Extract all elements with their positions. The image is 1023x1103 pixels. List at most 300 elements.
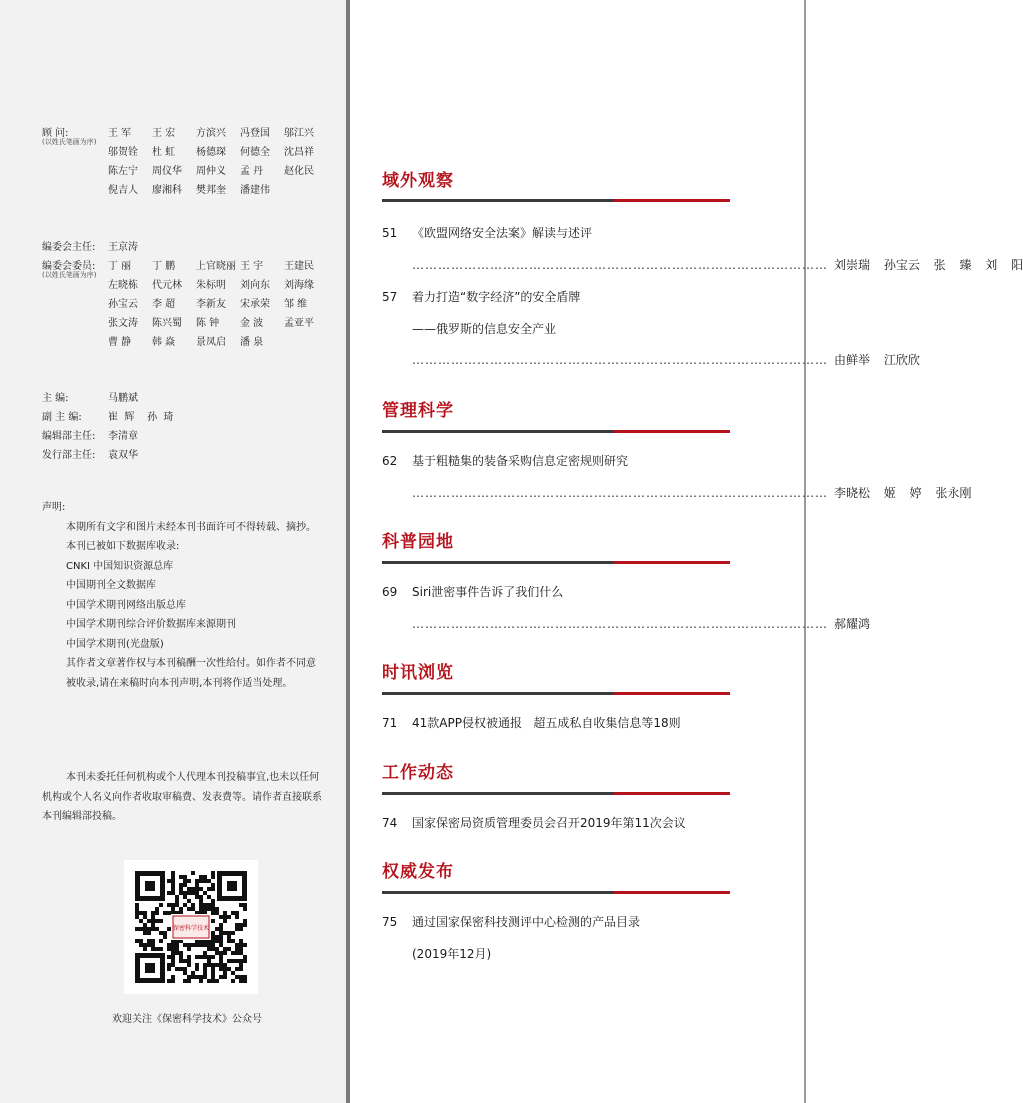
qr-module — [175, 947, 179, 951]
qr-module — [219, 939, 223, 943]
qr-module — [215, 927, 219, 931]
qr-module — [199, 955, 203, 959]
qr-module — [203, 951, 207, 955]
page-divider — [346, 0, 350, 1103]
toc-authors: 郝耀鸿 — [834, 617, 871, 631]
qr-module — [243, 979, 247, 983]
qr-module — [167, 927, 171, 931]
qr-module — [215, 939, 219, 943]
toc-article-title: 着力打造“数字经济”的安全盾牌 — [412, 290, 581, 304]
toc-page-number: 75 — [382, 915, 398, 929]
qr-module — [199, 899, 203, 903]
qr-module — [175, 967, 179, 971]
qr-module — [167, 903, 171, 907]
board-row — [108, 276, 328, 295]
qr-code[interactable] — [124, 860, 258, 994]
qr-module — [167, 979, 171, 983]
qr-module — [135, 939, 139, 943]
qr-module — [171, 875, 175, 879]
database-item: 中国学术期刊网络出版总库 — [66, 599, 186, 611]
qr-module — [179, 883, 183, 887]
board-member-name: 代元林 — [152, 280, 182, 291]
qr-module — [183, 883, 187, 887]
qr-module — [191, 871, 195, 875]
leader-dots: …………………………………………………………………………………… — [412, 486, 828, 500]
qr-module — [203, 975, 207, 979]
board-member-name: 曹 静 — [108, 337, 132, 348]
qr-module — [223, 971, 227, 975]
qr-module — [171, 951, 175, 955]
qr-caption: 欢迎关注《保密科学技术》公众号 — [112, 1014, 262, 1025]
qr-module — [239, 951, 243, 955]
board-member-name: 景凤启 — [196, 337, 226, 348]
board-member-name: 丁 丽 — [108, 261, 132, 272]
qr-module — [215, 951, 219, 955]
advisor-name: 孟 丹 — [240, 166, 264, 177]
qr-module — [215, 963, 219, 967]
qr-module — [203, 955, 207, 959]
editorial-director-label: 编辑部主任: — [42, 431, 96, 442]
toc-authors: 李晓松 姬 婷 张永刚 — [834, 486, 972, 500]
qr-module — [203, 943, 207, 947]
toc-page-number: 62 — [382, 454, 398, 468]
qr-module — [199, 907, 203, 911]
advisors-block — [42, 124, 328, 200]
qr-module — [219, 923, 223, 927]
qr-module — [151, 947, 155, 951]
notice-paragraph: 本刊未委托任何机构或个人代理本刊投稿事宜,也未以任何机构或个人名义向作者收取审稿费、发表费等。请作者直接联系本刊编辑部投稿。 — [42, 772, 322, 822]
qr-module — [151, 927, 155, 931]
qr-module — [151, 911, 155, 915]
board-member-name: 韩 焱 — [152, 337, 176, 348]
toc-article-subtitle: (2019年12月) — [412, 947, 492, 961]
qr-module — [207, 943, 211, 947]
qr-module — [179, 887, 183, 891]
qr-module — [167, 879, 171, 883]
qr-module — [199, 943, 203, 947]
qr-module — [203, 967, 207, 971]
section-title-release: 权威发布 — [382, 862, 454, 882]
qr-module — [223, 947, 227, 951]
qr-module — [211, 935, 215, 939]
board-member-name: 宋承荣 — [240, 299, 270, 310]
qr-module — [159, 947, 163, 951]
qr-module — [163, 931, 167, 935]
qr-module — [239, 947, 243, 951]
toc-entry[interactable] — [382, 714, 730, 731]
qr-module — [187, 947, 191, 951]
board-member-name: 王 宇 — [240, 261, 264, 272]
qr-module — [235, 951, 239, 955]
qr-module — [227, 931, 231, 935]
qr-module — [211, 887, 215, 891]
qr-module — [199, 875, 203, 879]
board-member-name: 孟亚平 — [284, 318, 314, 329]
database-item: 中国期刊全文数据库 — [66, 580, 156, 591]
qr-module — [135, 915, 139, 919]
qr-module — [191, 903, 195, 907]
board-member-name: 邹 维 — [284, 299, 308, 310]
qr-module — [211, 871, 215, 875]
qr-module — [211, 979, 215, 983]
qr-module — [187, 907, 191, 911]
qr-module — [179, 907, 183, 911]
qr-module — [239, 959, 243, 963]
qr-module — [243, 959, 247, 963]
qr-module — [191, 943, 195, 947]
qr-module — [195, 887, 199, 891]
qr-module — [139, 911, 143, 915]
qr-module — [135, 903, 139, 907]
qr-module — [179, 875, 183, 879]
qr-module — [223, 919, 227, 923]
qr-module — [195, 955, 199, 959]
qr-module — [215, 911, 219, 915]
qr-module — [219, 951, 223, 955]
qr-module — [175, 899, 179, 903]
toc-authors: 由鲜举 江欣欣 — [834, 353, 920, 367]
notice-paragraph: 本刊已被如下数据库收录: — [66, 541, 180, 552]
toc-authors: 刘崇瑞 孙宝云 张 臻 刘 阳 — [834, 258, 1023, 272]
qr-module — [227, 939, 231, 943]
toc-article-title: 基于粗糙集的装备采购信息定密规则研究 — [412, 454, 629, 468]
qr-module — [219, 959, 223, 963]
qr-module — [171, 959, 175, 963]
qr-module — [243, 923, 247, 927]
toc-entry[interactable] — [382, 583, 730, 600]
qr-module — [231, 939, 235, 943]
qr-module — [223, 915, 227, 919]
qr-module — [211, 919, 215, 923]
board-member-name: 金 波 — [240, 318, 264, 329]
qr-module — [183, 875, 187, 879]
qr-module — [171, 979, 175, 983]
qr-module — [239, 927, 243, 931]
qr-module — [239, 923, 243, 927]
chief-editor-name: 马鹏斌 — [108, 393, 138, 404]
section-rule — [382, 792, 730, 795]
qr-module — [231, 951, 235, 955]
qr-module — [143, 943, 147, 947]
qr-module — [143, 915, 147, 919]
qr-module — [239, 963, 243, 967]
qr-module — [155, 911, 159, 915]
qr-module — [179, 951, 183, 955]
qr-module — [231, 911, 235, 915]
qr-module — [171, 891, 175, 895]
board-member-name: 陈兴蜀 — [152, 318, 182, 329]
qr-module — [235, 911, 239, 915]
qr-module — [159, 939, 163, 943]
qr-module — [187, 963, 191, 967]
qr-module — [139, 939, 143, 943]
qr-module — [203, 875, 207, 879]
qr-module — [223, 951, 227, 955]
advisor-name: 王 军 — [108, 128, 132, 139]
database-item: 中国学术期刊(光盘版) — [66, 638, 164, 650]
toc-page-number: 69 — [382, 585, 398, 599]
qr-module — [207, 979, 211, 983]
submission-notice — [42, 768, 324, 827]
qr-module — [207, 947, 211, 951]
qr-module — [243, 907, 247, 911]
qr-module — [223, 963, 227, 967]
section-title-news: 时讯浏览 — [382, 663, 454, 683]
qr-module — [195, 879, 199, 883]
qr-module — [195, 967, 199, 971]
qr-module — [195, 943, 199, 947]
qr-module — [243, 903, 247, 907]
qr-module — [211, 975, 215, 979]
qr-module — [155, 927, 159, 931]
toc-page-number: 71 — [382, 716, 398, 730]
qr-module — [219, 935, 223, 939]
board-chair-label: 编委会主任: — [42, 242, 96, 253]
advisor-name: 樊邦奎 — [196, 185, 226, 196]
qr-module — [135, 907, 139, 911]
qr-module — [199, 975, 203, 979]
qr-module — [207, 907, 211, 911]
board-member-name: 丁 鹏 — [152, 261, 176, 272]
qr-module — [167, 963, 171, 967]
qr-module — [211, 955, 215, 959]
qr-module — [203, 971, 207, 975]
qr-module — [183, 943, 187, 947]
qr-module — [195, 963, 199, 967]
notice-heading: 声明: — [42, 502, 66, 513]
qr-module — [235, 927, 239, 931]
qr-module — [207, 959, 211, 963]
qr-module — [203, 963, 207, 967]
qr-module — [171, 955, 175, 959]
qr-module — [219, 967, 223, 971]
qr-module — [175, 943, 179, 947]
advisors-row — [108, 181, 284, 200]
qr-module — [239, 979, 243, 983]
toc-page-number: 74 — [382, 816, 398, 830]
qr-module — [171, 903, 175, 907]
qr-module — [183, 979, 187, 983]
qr-module — [171, 879, 175, 883]
qr-module — [147, 931, 151, 935]
toc-article-subtitle: ——俄罗斯的信息安全产业 — [412, 322, 557, 336]
toc-authors-line — [412, 615, 871, 632]
section-rule — [382, 430, 730, 433]
qr-module — [235, 923, 239, 927]
toc-authors-line — [412, 351, 920, 368]
qr-module — [239, 939, 243, 943]
qr-module — [147, 943, 151, 947]
board-member-name: 刘向东 — [240, 280, 270, 291]
advisors-label: 顾 问: — [42, 128, 69, 139]
advisor-name: 沈昌祥 — [284, 147, 314, 158]
advisor-name: 陈左宁 — [108, 166, 138, 177]
qr-module — [207, 903, 211, 907]
qr-module — [135, 927, 139, 931]
qr-module — [159, 931, 163, 935]
section-rule — [382, 561, 730, 564]
qr-module — [199, 979, 203, 983]
qr-module — [231, 959, 235, 963]
advisor-name: 周仲义 — [196, 166, 226, 177]
qr-module — [183, 967, 187, 971]
qr-module — [187, 979, 191, 983]
qr-module — [155, 947, 159, 951]
board-row — [108, 314, 328, 333]
toc-entry[interactable] — [382, 814, 730, 831]
qr-module — [159, 903, 163, 907]
qr-module — [211, 875, 215, 879]
advisor-name: 王 宏 — [152, 128, 176, 139]
section-title-science: 科普园地 — [382, 532, 454, 552]
qr-module — [235, 947, 239, 951]
qr-module — [171, 907, 175, 911]
qr-module — [211, 943, 215, 947]
chief-editor-label: 主 编: — [42, 393, 69, 404]
qr-module — [239, 903, 243, 907]
section-rule — [382, 692, 730, 695]
qr-module — [171, 975, 175, 979]
qr-module — [211, 939, 215, 943]
qr-module — [155, 919, 159, 923]
qr-module — [179, 967, 183, 971]
qr-module — [167, 947, 171, 951]
qr-module — [183, 895, 187, 899]
copyright-notice — [42, 498, 320, 693]
qr-module — [235, 915, 239, 919]
toc-entry[interactable] — [382, 224, 730, 241]
qr-module — [223, 967, 227, 971]
qr-module — [199, 903, 203, 907]
qr-module — [227, 915, 231, 919]
qr-module — [243, 955, 247, 959]
qr-module — [219, 955, 223, 959]
qr-module — [191, 975, 195, 979]
qr-module — [219, 943, 223, 947]
qr-module — [191, 891, 195, 895]
qr-module — [207, 963, 211, 967]
qr-module — [191, 887, 195, 891]
toc-entry[interactable] — [382, 288, 730, 305]
toc-entry[interactable] — [382, 452, 730, 469]
toc-authors-line — [412, 484, 972, 501]
qr-module — [143, 927, 147, 931]
qr-module — [235, 975, 239, 979]
qr-module — [211, 967, 215, 971]
board-member-name: 左晓栋 — [108, 280, 138, 291]
toc-page-number: 51 — [382, 226, 398, 240]
qr-module — [187, 879, 191, 883]
advisor-name: 冯登国 — [240, 128, 270, 139]
advisors-row — [108, 162, 328, 181]
qr-module — [151, 915, 155, 919]
qr-module — [187, 891, 191, 895]
qr-code-image — [124, 860, 258, 994]
qr-module — [171, 887, 175, 891]
qr-module — [175, 951, 179, 955]
qr-module — [219, 915, 223, 919]
qr-module — [223, 911, 227, 915]
qr-module — [143, 947, 147, 951]
qr-module — [227, 935, 231, 939]
qr-module — [195, 975, 199, 979]
qr-module — [203, 907, 207, 911]
qr-module — [195, 895, 199, 899]
section-title-foreign: 域外观察 — [382, 171, 454, 191]
advisors-note: (以姓氏笔画为序) — [42, 138, 97, 146]
section-title-work: 工作动态 — [382, 763, 454, 783]
advisor-name: 赵化民 — [284, 166, 314, 177]
board-members-label: 编委会委员: — [42, 261, 96, 272]
qr-module — [187, 975, 191, 979]
qr-module — [207, 895, 211, 899]
qr-module — [143, 931, 147, 935]
qr-module — [223, 975, 227, 979]
qr-module — [243, 919, 247, 923]
qr-module — [175, 895, 179, 899]
qr-module — [219, 931, 223, 935]
qr-module — [143, 923, 147, 927]
qr-module — [231, 931, 235, 935]
qr-module — [139, 943, 143, 947]
qr-module — [195, 891, 199, 895]
qr-module — [151, 923, 155, 927]
qr-module — [139, 919, 143, 923]
qr-module — [147, 919, 151, 923]
qr-module — [187, 943, 191, 947]
qr-module — [171, 883, 175, 887]
qr-module — [183, 891, 187, 895]
toc-entry[interactable] — [382, 913, 730, 930]
qr-module — [147, 927, 151, 931]
advisor-name: 潘建伟 — [240, 185, 270, 196]
qr-module — [143, 911, 147, 915]
board-members-note: (以姓氏笔画为序) — [42, 271, 97, 279]
qr-module — [207, 879, 211, 883]
board-member-name: 李 超 — [152, 299, 176, 310]
qr-module — [183, 971, 187, 975]
qr-module — [227, 947, 231, 951]
qr-module — [183, 959, 187, 963]
qr-module — [223, 931, 227, 935]
qr-module — [211, 963, 215, 967]
advisor-name: 方滨兴 — [196, 128, 226, 139]
qr-module — [227, 959, 231, 963]
qr-module — [159, 919, 163, 923]
board-row — [108, 257, 328, 276]
advisors-row — [108, 143, 328, 162]
toc-article-title: 《欧盟网络安全法案》解读与述评 — [412, 226, 593, 240]
qr-module — [171, 963, 175, 967]
qr-module — [187, 959, 191, 963]
qr-module — [171, 871, 175, 875]
qr-module — [179, 959, 183, 963]
qr-module — [203, 879, 207, 883]
toc-article-title: 41款APP侵权被通报 超五成私自收集信息等18则 — [412, 716, 681, 730]
qr-module — [187, 899, 191, 903]
qr-module — [175, 903, 179, 907]
advisor-name: 杨德琛 — [196, 147, 226, 158]
board-member-name: 张文涛 — [108, 318, 138, 329]
qr-module — [183, 879, 187, 883]
qr-module — [211, 883, 215, 887]
qr-module — [167, 955, 171, 959]
qr-module — [207, 887, 211, 891]
toc-article-title: 国家保密局资质管理委员会召开2019年第11次会议 — [412, 816, 686, 830]
board-member-name: 上官晓丽 — [196, 261, 236, 272]
qr-module — [211, 931, 215, 935]
qr-module — [167, 891, 171, 895]
